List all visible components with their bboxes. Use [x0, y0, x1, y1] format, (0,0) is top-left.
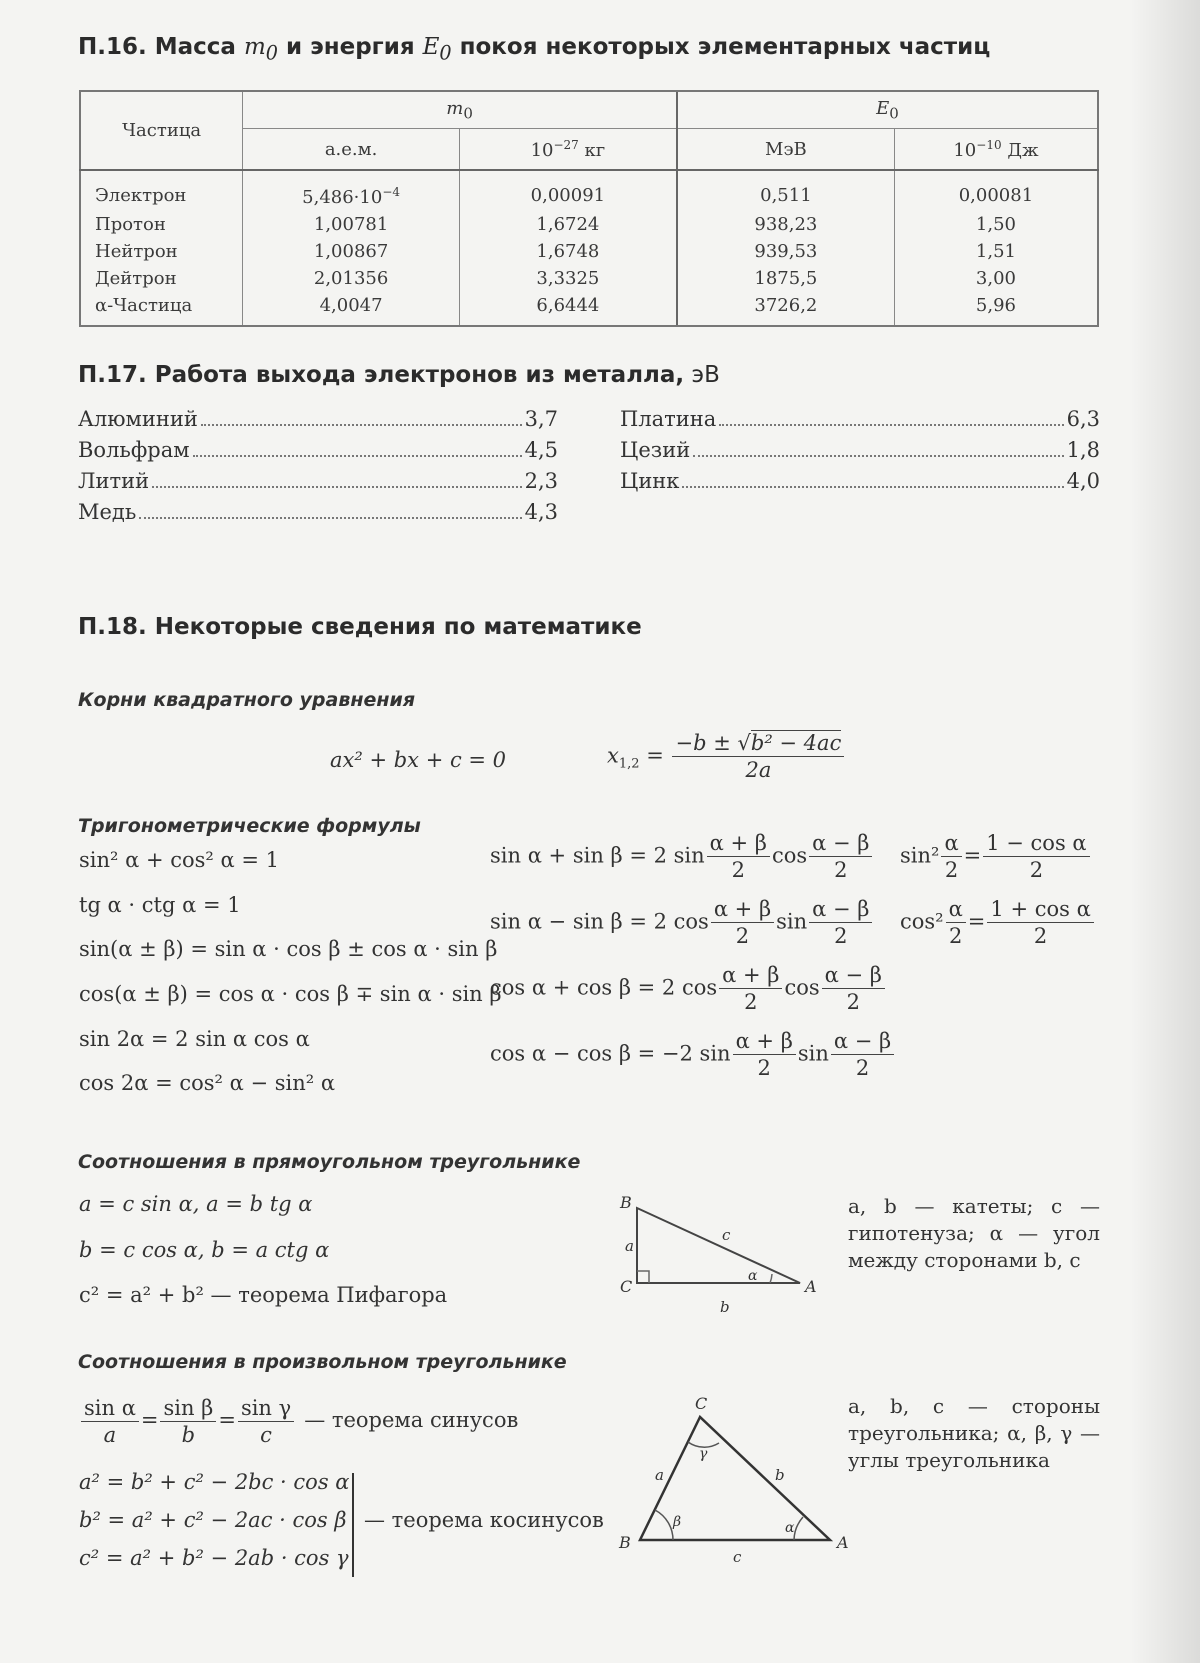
unit-aem: а.е.м.	[243, 129, 460, 171]
half-diff-fraction	[822, 962, 885, 1016]
unit-kg-exp: −27	[553, 137, 579, 152]
cosines-brace	[352, 1473, 354, 1577]
table-row	[80, 265, 1098, 292]
sine-ratio-denominator: a	[103, 1423, 117, 1448]
value-fraction-numerator: 1 + cos α	[987, 896, 1093, 923]
trig-identity: cos 2α = cos² α − sin² α	[79, 1071, 336, 1095]
trig-sum-formula	[490, 830, 874, 884]
trig-identity: sin² α + cos² α = 1	[79, 848, 280, 872]
page-edge-shadow	[1130, 0, 1200, 1663]
right-triangle-diagram	[610, 1188, 830, 1318]
half-diff-fraction-numerator: α − β	[831, 1028, 894, 1055]
work-function-value: 2,3	[524, 469, 558, 493]
roots-denominator-text: 2a	[745, 758, 772, 783]
table-body	[80, 170, 1098, 326]
angle-fraction	[946, 896, 966, 950]
law-of-cosines-c: c² = a² + b² − 2ab · cos γ	[79, 1546, 349, 1570]
value-fraction	[987, 896, 1093, 950]
particle-table	[79, 90, 1099, 327]
metal-name: Вольфрам	[78, 438, 190, 462]
metal-name: Алюминий	[78, 407, 198, 431]
equals-sign: =	[140, 1408, 159, 1433]
leader-dots	[682, 486, 1063, 488]
title-text: и энергия	[277, 34, 423, 60]
cell-aem: 1,00781	[243, 211, 460, 238]
sine-ratio	[238, 1395, 294, 1449]
half-diff-fraction	[831, 1028, 894, 1082]
cell-j: 5,96	[894, 292, 1098, 326]
unit-mev: МэВ	[677, 129, 894, 171]
half-sum-fraction	[719, 962, 782, 1016]
heading-trig: Тригонометрические формулы	[78, 815, 421, 837]
roots-radicand: b² − 4ac	[750, 731, 842, 755]
equals-sign: =	[967, 909, 986, 934]
side-c-label: c	[722, 1226, 731, 1244]
sine-ratio-numerator: sin α	[81, 1395, 139, 1422]
table-header-row	[80, 91, 1098, 129]
right-tri-formula-2: b = c cos α, b = a ctg α	[79, 1238, 330, 1262]
formula-lhs: sin α + sin β = 2 sin	[490, 843, 705, 868]
list-item	[620, 466, 1100, 497]
formula-lhs: sin α − sin β = 2 cos	[490, 909, 709, 934]
work-function-value: 4,5	[524, 438, 558, 462]
vertex-A-label: A	[837, 1533, 849, 1552]
law-of-sines	[79, 1395, 518, 1449]
angle-beta-arc	[655, 1510, 673, 1540]
header-particle: Частица	[80, 91, 243, 170]
angle-fraction-denominator: 2	[949, 924, 963, 949]
formula-lhs: cos α − cos β = −2 sin	[490, 1041, 731, 1066]
trig-sum-formula	[490, 896, 874, 950]
work-function-value: 6,3	[1066, 407, 1100, 431]
formula-lhs: cos²	[900, 909, 944, 934]
unit-kg	[459, 129, 677, 171]
half-diff-fraction-numerator: α − β	[809, 896, 872, 923]
arbitrary-triangle-note: a, b, c — стороны треугольника; α, β, γ — углы треугольника	[848, 1394, 1100, 1472]
value-fraction-denominator: 2	[1033, 924, 1048, 949]
equals-sign: =	[963, 843, 982, 868]
cell-mev: 3726,2	[677, 292, 894, 326]
header-m-sub: 0	[463, 104, 473, 123]
roots-denominator	[672, 757, 844, 783]
law-of-cosines-a: a² = b² + c² − 2bc · cos α	[79, 1470, 350, 1494]
leader-dots	[139, 517, 521, 519]
angle-alpha-label: α	[748, 1268, 758, 1284]
header-group-energy	[677, 91, 1098, 129]
trig-sum-formula	[490, 1028, 896, 1082]
half-sum-fraction-denominator: 2	[757, 1056, 771, 1081]
half-angle-formula	[900, 830, 1092, 884]
roots-numerator	[672, 730, 844, 757]
cell-aem: $5,486\cdot 10^{-4}$	[243, 170, 460, 211]
side-c-label: c	[733, 1548, 742, 1564]
cell-kg: 3,3325	[459, 265, 677, 292]
unit-kg-text: кг	[578, 139, 606, 161]
half-diff-fraction-numerator: α − β	[809, 830, 872, 857]
work-function-value: 4,3	[524, 500, 558, 524]
half-sum-fraction-numerator: α + β	[719, 962, 782, 989]
angle-fraction	[941, 830, 961, 884]
half-sum-fraction-numerator: α + β	[711, 896, 774, 923]
side-b-label: b	[720, 1298, 730, 1316]
cell-kg: 1,6748	[459, 238, 677, 265]
cell-particle: Нейтрон	[80, 238, 243, 265]
table-row	[80, 211, 1098, 238]
cell-particle: Электрон	[80, 170, 243, 211]
law-of-cosines-b: b² = a² + c² − 2ac · cos β	[79, 1508, 347, 1532]
title-symbol-e: E	[422, 34, 440, 60]
formula-mid: sin	[776, 909, 808, 934]
right-triangle-note: a, b — катеты; c — гипотенуза; α — угол между сторонами b, c	[848, 1194, 1100, 1272]
leader-dots	[719, 424, 1063, 426]
sine-ratio	[81, 1395, 139, 1449]
formula-mid: sin	[797, 1041, 829, 1066]
metal-name: Литий	[78, 469, 150, 493]
work-function-value: 1,8	[1066, 438, 1100, 462]
title-text: П.16. Масса	[78, 34, 244, 60]
cell-aem-exp: −4	[382, 185, 401, 199]
list-item	[78, 435, 558, 466]
section-title-p18: П.18. Некоторые сведения по математике	[78, 614, 642, 640]
heading-right-triangle: Соотношения в прямоугольном треугольнике	[78, 1151, 581, 1173]
angle-alpha-label: α	[785, 1520, 795, 1536]
metal-name: Цезий	[620, 438, 691, 462]
sine-ratio-numerator: sin γ	[238, 1395, 294, 1422]
title-symbol-m-sub: 0	[265, 41, 278, 65]
work-function-value: 4,0	[1066, 469, 1100, 493]
trig-sum-formula	[490, 962, 887, 1016]
formula-lhs: cos α + cos β = 2 cos	[490, 975, 718, 1000]
leader-dots	[693, 455, 1063, 457]
right-tri-formula-1: a = c sin α, a = b tg α	[79, 1192, 313, 1216]
header-group-mass	[243, 91, 677, 129]
cell-particle: α-Частица	[80, 292, 243, 326]
header-e: E	[876, 97, 890, 119]
cell-particle: Дейтрон	[80, 265, 243, 292]
half-angle-formula	[900, 896, 1096, 950]
list-item	[78, 466, 558, 497]
trig-identity: sin 2α = 2 sin α cos α	[79, 1027, 310, 1051]
angle-beta-label: β	[673, 1514, 682, 1530]
title-symbol-m: m	[243, 34, 266, 60]
pythagoras-formula: c² = a² + b² — теорема Пифагора	[79, 1283, 448, 1307]
leader-dots	[201, 424, 522, 426]
sqrt-sign: √	[737, 731, 751, 755]
work-function-list-right	[620, 404, 1100, 497]
quadratic-roots	[607, 730, 846, 784]
cell-j: 0,00081	[894, 170, 1098, 211]
table-row	[80, 292, 1098, 326]
sine-ratio-denominator: b	[181, 1423, 196, 1448]
formula-mid: cos	[771, 843, 808, 868]
formula-lhs: sin²	[900, 843, 940, 868]
title-unit: эВ	[684, 362, 720, 388]
cell-aem: 4,0047	[243, 292, 460, 326]
cell-mev: 939,53	[677, 238, 894, 265]
cell-aem: 2,01356	[243, 265, 460, 292]
cell-j: 3,00	[894, 265, 1098, 292]
work-function-value: 3,7	[524, 407, 558, 431]
angle-alpha-arc	[794, 1517, 803, 1540]
vertex-B-label: B	[619, 1533, 631, 1552]
half-sum-fraction	[707, 830, 770, 884]
vertex-B-label: B	[620, 1193, 632, 1212]
half-diff-fraction	[809, 830, 872, 884]
value-fraction-numerator: 1 − cos α	[983, 830, 1089, 857]
half-sum-fraction	[733, 1028, 796, 1082]
list-item	[78, 497, 558, 528]
value-fraction-denominator: 2	[1029, 858, 1044, 883]
side-a-label: a	[625, 1237, 634, 1255]
metal-name: Медь	[78, 500, 137, 524]
cell-mev: 938,23	[677, 211, 894, 238]
value-fraction	[983, 830, 1089, 884]
half-diff-fraction-numerator: α − β	[822, 962, 885, 989]
cell-kg: 0,00091	[459, 170, 677, 211]
table-row	[80, 238, 1098, 265]
formula-mid: cos	[784, 975, 820, 1000]
quadratic-equation: ax² + bx + c = 0	[330, 748, 507, 772]
sine-ratio-denominator: c	[260, 1423, 272, 1448]
roots-fraction	[672, 730, 844, 784]
cell-mev: 0,511	[677, 170, 894, 211]
roots-sub: 1,2	[618, 756, 640, 772]
arbitrary-triangle-shape	[640, 1417, 830, 1540]
unit-j-exp: −10	[976, 137, 1002, 152]
half-diff-fraction-denominator: 2	[846, 990, 860, 1015]
leader-dots	[193, 455, 522, 457]
vertex-A-label: A	[805, 1277, 817, 1296]
heading-arbitrary-triangle: Соотношения в произвольном треугольнике	[78, 1351, 567, 1373]
angle-fraction-numerator: α	[941, 830, 961, 857]
title-symbol-e-sub: 0	[439, 41, 452, 65]
half-sum-fraction	[711, 896, 774, 950]
cell-kg: 1,6724	[459, 211, 677, 238]
list-item	[620, 435, 1100, 466]
cell-j: 1,50	[894, 211, 1098, 238]
section-title-p17	[78, 362, 720, 388]
trig-identity: tg α · ctg α = 1	[79, 893, 241, 917]
equals-sign: =	[218, 1408, 236, 1433]
law-of-sines-label: — теорема синусов	[304, 1408, 519, 1433]
cell-particle: Протон	[80, 211, 243, 238]
header-m: m	[446, 97, 464, 119]
cell-kg: 6,6444	[459, 292, 677, 326]
half-sum-fraction-denominator: 2	[744, 990, 758, 1015]
list-item	[620, 404, 1100, 435]
sine-ratio-numerator: sin β	[160, 1395, 216, 1422]
cell-j: 1,51	[894, 238, 1098, 265]
half-diff-fraction	[809, 896, 872, 950]
right-angle-mark	[637, 1271, 649, 1283]
law-of-cosines-label: — теорема косинусов	[364, 1508, 604, 1532]
unit-kg-base: 10	[530, 139, 554, 161]
angle-fraction-numerator: α	[946, 896, 966, 923]
angle-fraction-denominator: 2	[944, 858, 959, 883]
half-sum-fraction-numerator: α + β	[707, 830, 770, 857]
vertex-C-label: C	[620, 1277, 633, 1296]
sine-ratio	[160, 1395, 216, 1449]
leader-dots	[152, 486, 521, 488]
metal-name: Платина	[620, 407, 717, 431]
roots-numerator-text: −b ±	[675, 731, 738, 755]
angle-gamma-label: γ	[699, 1446, 708, 1462]
side-a-label: a	[655, 1466, 664, 1484]
roots-eq: =	[639, 743, 671, 768]
arbitrary-triangle-diagram	[615, 1392, 855, 1564]
unit-j-base: 10	[953, 139, 977, 161]
title-text: П.17. Работа выхода электронов из металла,	[78, 362, 685, 388]
table-row	[80, 170, 1098, 211]
unit-j	[894, 129, 1098, 171]
vertex-C-label: C	[695, 1394, 708, 1413]
trig-identity: cos(α ± β) = cos α · cos β ∓ sin α · sin β	[79, 982, 502, 1006]
right-triangle-shape	[637, 1208, 800, 1283]
half-diff-fraction-denominator: 2	[855, 1056, 870, 1081]
trig-identity: sin(α ± β) = sin α · cos β ± cos α · sin β	[79, 937, 498, 961]
side-b-label: b	[775, 1466, 785, 1484]
work-function-list-left	[78, 404, 558, 528]
cell-mev: 1875,5	[677, 265, 894, 292]
metal-name: Цинк	[620, 469, 680, 493]
list-item	[78, 404, 558, 435]
section-title-p16	[78, 34, 990, 65]
title-text: покоя некоторых элементарных частиц	[451, 34, 991, 60]
half-sum-fraction-denominator: 2	[731, 858, 745, 883]
unit-j-text: Дж	[1001, 139, 1039, 161]
half-sum-fraction-numerator: α + β	[733, 1028, 796, 1055]
roots-x: x	[607, 743, 619, 768]
half-diff-fraction-denominator: 2	[834, 858, 848, 883]
angle-alpha-arc	[770, 1274, 772, 1283]
cell-aem: 1,00867	[243, 238, 460, 265]
header-e-sub: 0	[889, 104, 899, 123]
heading-quadratic: Корни квадратного уравнения	[78, 689, 416, 711]
half-diff-fraction-denominator: 2	[834, 924, 848, 949]
half-sum-fraction-denominator: 2	[735, 924, 750, 949]
